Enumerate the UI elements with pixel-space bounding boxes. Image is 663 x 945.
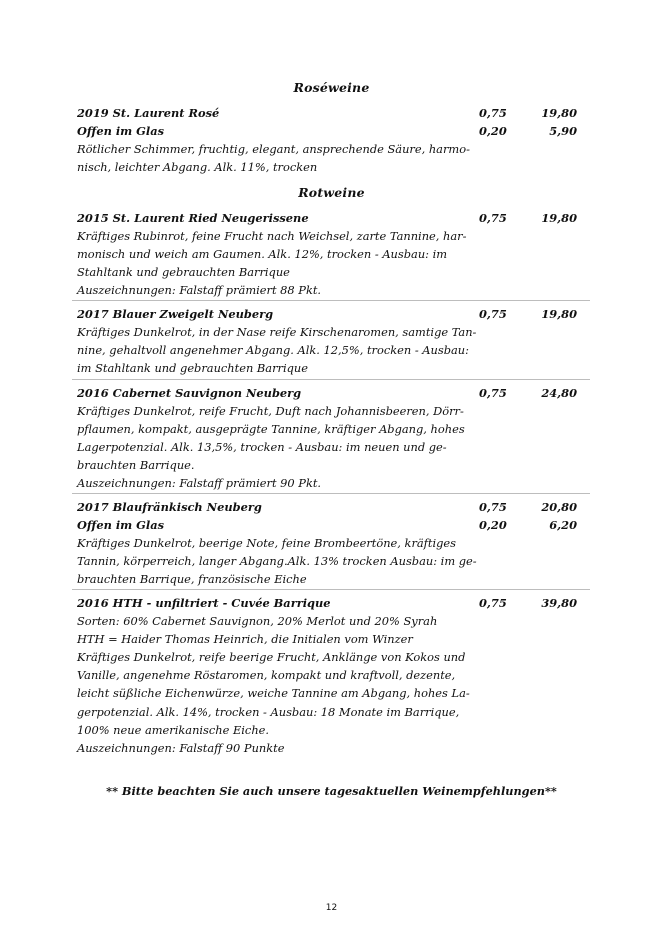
bottle-volume: 0,75 (479, 596, 507, 610)
wine-description-line: nisch, leichter Abgang. Alk. 11%, trocken (77, 160, 318, 175)
wine-entry (77, 209, 587, 299)
wine-description-line: Kräftiges Rubinrot, feine Frucht nach Weichsel, zarte Tannine, har- (77, 229, 467, 244)
wine-name: 2019 St. Laurent Rosé (77, 106, 220, 120)
wine-name: 2016 Cabernet Sauvignon Neuberg (77, 386, 302, 400)
wine-header-row (77, 594, 587, 612)
divider (72, 493, 590, 494)
wine-description-line: monisch und weich am Gaumen. Alk. 12%, trocken - Ausbau: im (77, 247, 448, 262)
divider (72, 300, 590, 301)
wine-description-line: gerpotenzial. Alk. 14%, trocken - Ausbau: 18 Monate im Barrique, (77, 704, 460, 719)
glass-price: 5,90 (549, 124, 577, 139)
glass-volume: 0,20 (479, 518, 507, 533)
wine-description-line: brauchten Barrique, französische Eiche (77, 572, 307, 587)
wine-name: 2015 St. Laurent Ried Neugerissene (77, 211, 309, 225)
wine-description-line: Rötlicher Schimmer, fruchtig, elegant, ansprechende Säure, harmo- (77, 142, 470, 157)
wine-description-line: im Stahltank und gebrauchten Barrique (77, 361, 308, 376)
wine-entry (77, 305, 587, 377)
bottle-price: 20,80 (541, 500, 577, 514)
wine-award-line: Auszeichnungen: Falstaff prämiert 90 Pkt. (77, 476, 322, 491)
wine-header-row (77, 104, 587, 122)
wine-name: 2017 Blauer Zweigelt Neuberg (77, 307, 274, 321)
glass-price: 6,20 (549, 518, 577, 533)
bottle-volume: 0,75 (479, 307, 507, 321)
wine-description-line: brauchten Barrique. (77, 458, 195, 473)
wine-award-line: Auszeichnungen: Falstaff prämiert 88 Pkt. (77, 283, 322, 298)
glass-row (77, 516, 587, 534)
glass-label: Offen im Glas (77, 518, 165, 533)
wine-description-line: Kräftiges Dunkelrot, beerige Note, feine Brombeertöne, kräftiges (77, 536, 456, 551)
bottle-volume: 0,75 (479, 386, 507, 400)
bottle-price: 39,80 (541, 596, 577, 610)
wine-description-line: HTH = Haider Thomas Heinrich, die Initialen vom Winzer (77, 632, 413, 647)
wine-header-row (77, 305, 587, 323)
wine-entry (77, 594, 587, 757)
wine-description-line: 100% neue amerikanische Eiche. (77, 722, 270, 737)
wine-name: 2017 Blaufränkisch Neuberg (77, 500, 262, 514)
section-title-red: Rotweine (298, 185, 365, 200)
wine-header-row (77, 384, 587, 402)
wine-entry (77, 384, 587, 493)
bottle-volume: 0,75 (479, 106, 507, 120)
page-number: 12 (325, 903, 338, 913)
wine-description-line: pflaumen, kompakt, ausgeprägte Tannine, kräftiger Abgang, hohes (77, 422, 465, 437)
wine-header-row (77, 209, 587, 227)
wine-description-line: Sorten: 60% Cabernet Sauvignon, 20% Merlot und 20% Syrah (77, 614, 438, 629)
divider (72, 589, 590, 590)
wine-entry (77, 104, 587, 176)
wine-description-line: Tannin, körperreich, langer Abgang.Alk. 13% trocken Ausbau: im ge- (77, 554, 477, 569)
footer-note: ** Bitte beachten Sie auch unsere tagesaktuellen Weinempfehlungen** (106, 784, 557, 798)
bottle-volume: 0,75 (479, 500, 507, 514)
wine-description-line: nine, gehaltvoll angenehmer Abgang. Alk. 12,5%, trocken - Ausbau: (77, 343, 469, 358)
wine-description-line: Kräftiges Dunkelrot, reife beerige Frucht, Anklänge von Kokos und (77, 650, 466, 665)
bottle-price: 19,80 (541, 307, 577, 321)
bottle-price: 19,80 (541, 106, 577, 120)
section-title-rose: Roséweine (293, 80, 370, 95)
wine-description-line: Lagerpotenzial. Alk. 13,5%, trocken - Ausbau: im neuen und ge- (77, 440, 447, 455)
glass-label: Offen im Glas (77, 124, 165, 139)
wine-description-line: leicht süßliche Eichenwürze, weiche Tannine am Abgang, hohes La- (77, 686, 470, 701)
wine-description-line: Kräftiges Dunkelrot, reife Frucht, Duft nach Johannisbeeren, Dörr- (77, 404, 464, 419)
glass-row (77, 122, 587, 140)
glass-volume: 0,20 (479, 124, 507, 139)
bottle-price: 24,80 (541, 386, 577, 400)
divider (72, 379, 590, 380)
wine-header-row (77, 498, 587, 516)
bottle-price: 19,80 (541, 211, 577, 225)
wine-award-line: Auszeichnungen: Falstaff 90 Punkte (77, 740, 285, 755)
wine-description-line: Stahltank und gebrauchten Barrique (77, 265, 290, 280)
wine-name: 2016 HTH - unfiltriert - Cuvée Barrique (77, 596, 331, 610)
wine-description-line: Vanille, angenehme Röstaromen, kompakt und kraftvoll, dezente, (77, 668, 456, 683)
bottle-volume: 0,75 (479, 211, 507, 225)
wine-description-line: Kräftiges Dunkelrot, in der Nase reife Kirschenaromen, samtige Tan- (77, 325, 477, 340)
wine-entry (77, 498, 587, 588)
